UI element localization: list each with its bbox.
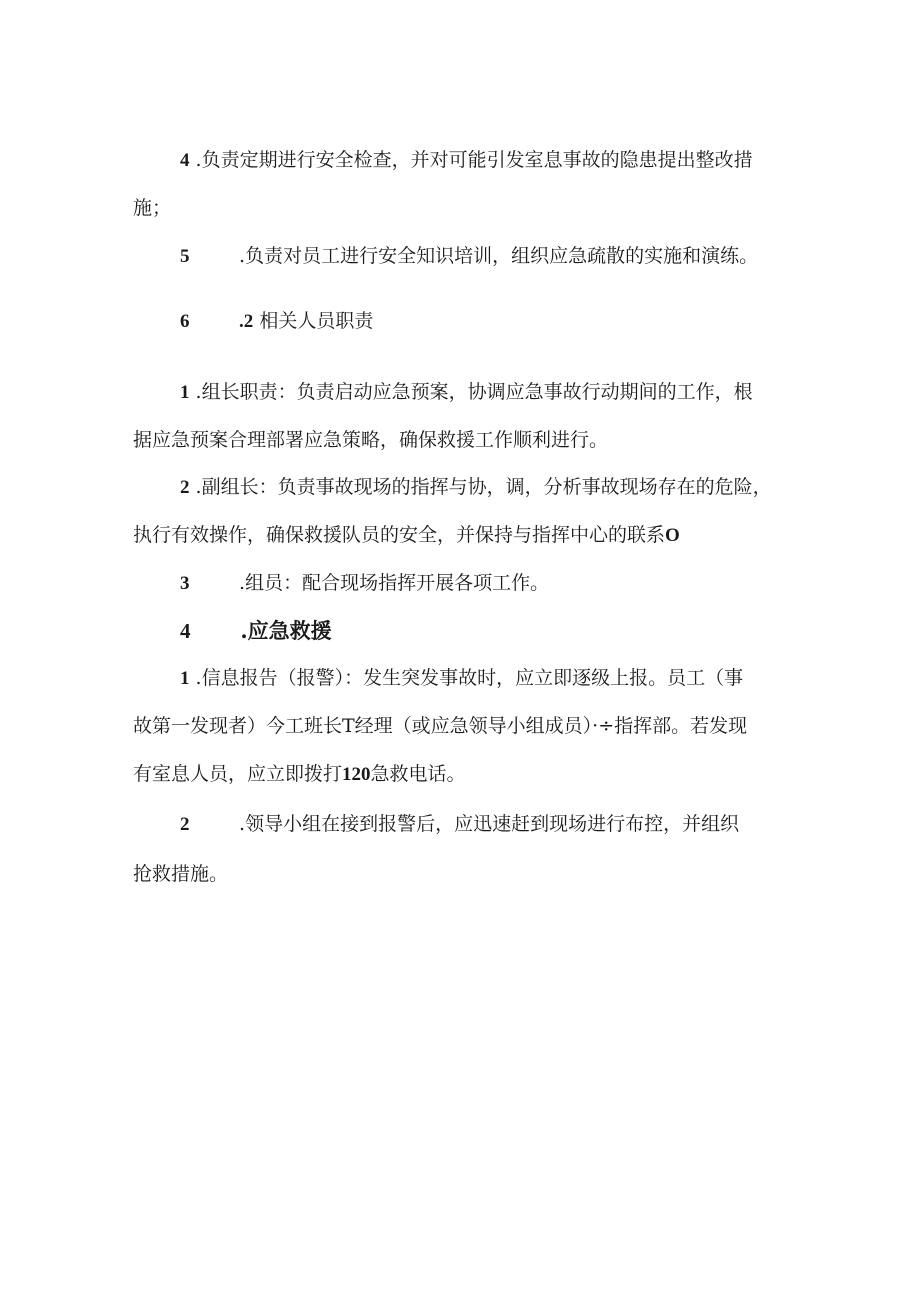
- emergency-2-line-2: [133, 862, 228, 886]
- item-text-continued: 施；: [133, 197, 172, 219]
- role-2-line-1: [180, 475, 772, 500]
- role-2-line-2: [133, 523, 680, 548]
- section-6-2-heading: [180, 309, 373, 334]
- item-text-continued: 急救电话。: [370, 763, 466, 785]
- role-1-line-1: [180, 380, 753, 405]
- item-number: 1: [180, 382, 190, 403]
- item-5: [180, 244, 758, 269]
- phone-number: 120: [342, 764, 371, 785]
- item-4-line-2: [133, 196, 171, 220]
- item-text-continued: 执行有效操作，确保救援队员的安全，并保持与指挥中心的联系: [133, 524, 666, 546]
- section-number: 4: [180, 619, 191, 643]
- section-number: 6: [180, 311, 190, 332]
- item-number: 4: [180, 150, 190, 171]
- item-text-continued: 有室息人员，应立即拨打: [133, 763, 343, 785]
- item-text-continued: 据应急预案合理部署应急策略，确保救援工作顺利进行。: [133, 429, 609, 451]
- item-text: .领导小组在接到报警后，应迅速赶到现场进行布控，并组织: [239, 813, 740, 835]
- item-number: 1: [180, 668, 190, 689]
- item-text: .副组长：负责事故现场的指挥与协，调，分析事故现场存在的危险，: [195, 476, 772, 498]
- item-4-line-1: [180, 148, 753, 173]
- role-1-line-2: [133, 428, 608, 452]
- item-text: .负责定期进行安全检查，并对可能引发室息事故的隐患提出整改措: [195, 149, 753, 171]
- emergency-2-line-1: [180, 812, 739, 837]
- emergency-1-line-1: [180, 666, 743, 691]
- section-subnumber: .2: [239, 311, 254, 332]
- item-number: 3: [180, 573, 190, 594]
- item-text: .信息报告（报警）：发生突发事故时，应立即逐级上报。员工（事: [195, 667, 744, 689]
- item-text-continued: 抢救措施。: [133, 863, 229, 885]
- item-number: 2: [180, 814, 190, 835]
- section-title: .应急救援: [240, 618, 332, 643]
- item-text-tail: O: [665, 525, 680, 546]
- section-4-heading: [180, 619, 332, 643]
- section-title: 相关人员职责: [259, 310, 374, 332]
- emergency-1-line-3: [133, 762, 466, 787]
- item-number: 5: [180, 246, 190, 267]
- item-text-continued: 故第一发现者）今工班长T经理（或应急领导小组成员）·÷指挥部。若发现: [133, 715, 748, 737]
- item-text: .组员：配合现场指挥开展各项工作。: [239, 572, 550, 594]
- emergency-1-line-2: [133, 714, 747, 738]
- item-text: .负责对员工进行安全知识培训，组织应急疏散的实施和演练。: [239, 245, 759, 267]
- item-number: 2: [180, 477, 190, 498]
- role-3: [180, 571, 549, 596]
- item-text: .组长职责：负责启动应急预案，协调应急事故行动期间的工作，根: [195, 381, 753, 403]
